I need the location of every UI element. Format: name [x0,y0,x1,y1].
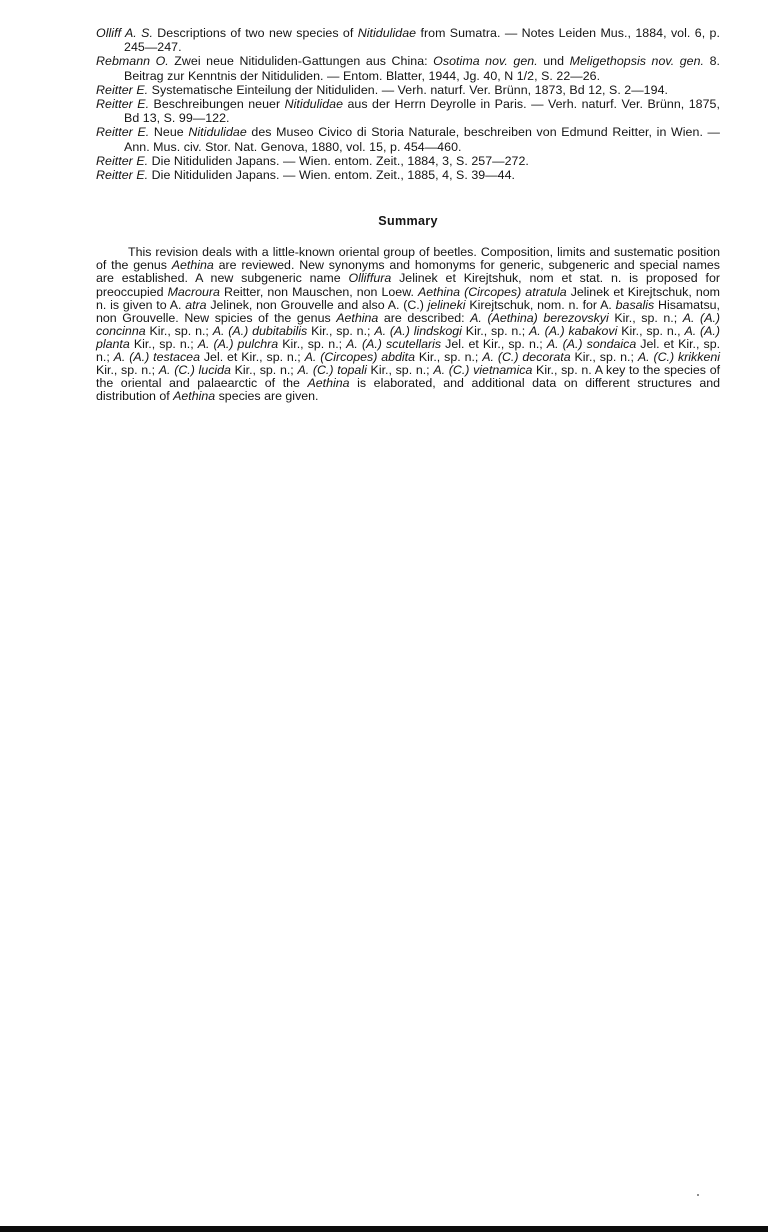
taxon-name: Olliffura [348,271,392,286]
reference-author: Reitter E. [96,153,149,168]
summary-text: Kir., sp. n.; [129,336,198,351]
taxon-name: atra [185,297,207,312]
reference-entry [96,125,720,153]
taxon-name: A. (A.) pulchra [197,336,279,351]
reference-author: Reitter E. [96,125,150,140]
summary-text: are reviewed. New synonyms and homonyms for generic, subgeneric and special names are established. A new subgeneric name [96,258,720,286]
summary-text: Kir., sp. n.; [415,349,483,364]
reference-entry [96,97,720,125]
scan-speck [697,1194,699,1196]
summary-text: This revision deals with a little-known oriental group of beetles. Composition, limits and sustematic position of the genus [96,245,720,273]
taxon-name: A. (A.) planta [96,323,720,351]
summary-text: Kir., sp. n.; [230,363,298,378]
reference-text: Neue [149,125,189,140]
taxon-name: A. (C.) topali [297,363,367,378]
reference-entry [96,168,720,182]
reference-author: Reitter E. [96,168,149,183]
taxon-name: A. (A.) dubitabilis [212,323,308,338]
summary-text: Kir., sp. n.; [96,363,159,378]
taxon-name: Aethina [307,376,350,391]
summary-text: Jel. et Kir., sp. n.; [199,349,305,364]
reference-entry [96,54,720,82]
taxon-name: A. (A.) concinna [96,310,721,338]
reference-italic-text: Nitidulidae [188,125,247,140]
taxon-name: A. (Aethina) berezovskyi [470,310,609,325]
reference-text: Die Nitiduliden Japans. — Wien. entom. Zeit., 1885, 4, S. 39—44. [148,168,516,183]
summary-text: Kir., sp. n.; [278,336,347,351]
summary-text: Jelinek et Kirejtshuk, nom et stat. n. is proposed for preoccupied [96,271,720,299]
summary-text: Jel. et Kir., sp. n.; [441,336,547,351]
page-content [96,26,720,416]
reference-italic-text: Nitidulidae [284,97,344,112]
reference-text: und [537,54,570,69]
summary-text: Kir., sp. n.; [570,349,638,364]
taxon-name: A. (A.) lindskogi [374,323,462,338]
taxon-name: Aethina (Circopes) atratula [417,284,567,299]
taxon-name: A. (C.) decorata [482,349,571,364]
summary-text: Hisamatsu, non Grouvelle. New spicies of the genus [96,297,720,325]
reference-italic-text: Osotima nov. gen. [433,54,538,69]
taxon-name: basalis [615,297,655,312]
reference-text: Systematische Einteilung der Nitiduliden. — Verh. naturf. Ver. Brünn, 1873, Bd 12, S. 2—194. [148,82,669,97]
scan-bottom-edge [0,1226,768,1232]
summary-text: Kir., sp. n.; [307,323,375,338]
taxon-name: A. (A.) scutellaris [346,336,442,351]
reference-author: Reitter E. [96,82,149,97]
summary-text: Kir., sp. n.; [366,363,434,378]
taxon-name: A. (C.) vietnamica [433,363,533,378]
reference-author: Reitter E. [96,97,150,112]
reference-text: des Museo Civico di Storia Naturale, beschreiben von Edmund Reitter, in Wien. — Ann. Mus. civ. Stor. Nat. Genova, 1880, vol. 15, p. 454—460. [124,125,720,154]
taxon-name: Macroura [167,284,220,299]
taxon-name: A. (A.) testacea [113,349,200,364]
summary-text: species are given. [215,389,319,404]
reference-entry [96,26,720,54]
summary-text: Kir., sp. n., [617,323,685,338]
summary-text: Kir., sp. n.; [461,323,530,338]
reference-author: Rebmann O. [96,54,169,69]
reference-entry [96,83,720,97]
taxon-name: Aethina [173,389,216,404]
reference-italic-text: Nitidulidae [357,26,417,40]
reference-text: Die Nitiduliden Japans. — Wien. entom. Zeit., 1884, 3, S. 257—272. [148,153,529,168]
reference-text: Beschreibungen neuer [149,97,285,112]
taxon-name: Aethina [336,310,379,325]
reference-text: from Sumatra. — Notes Leiden Mus., 1884, vol. 6, p. 245—247. [124,26,720,55]
taxon-name: Aethina [171,258,214,273]
taxon-name: A. (A.) sondaica [546,336,637,351]
taxon-name: jelineki [427,297,466,312]
summary-text: Kir., sp. n.; [145,323,213,338]
reference-text: 8. Beitrag zur Kenntnis der Nitiduliden. — Entom. Blatter, 1944, Jg. 40, N 1/2, S. 22—26. [124,54,721,83]
taxon-name: A. (C.) krikkeni [637,349,720,364]
taxon-name: A. (Circopes) abdita [304,349,416,364]
summary-text: is elaborated, and additional data on different structures and distribution of [96,376,721,404]
taxon-name: A. (A.) kabakovi [529,323,618,338]
taxon-name: A. (C.) lucida [158,363,231,378]
reference-entry [96,154,720,168]
summary-text: Jelinek et Kirejtschuk, nom n. is given to A. [96,284,720,312]
summary-text: Kir., sp. n.; [608,310,683,325]
reference-list [96,26,720,182]
reference-italic-text: Meligethopsis nov. gen. [569,54,705,69]
summary-text: Kir., sp. n. A key to the species of the oriental and palaearctic of the [96,363,721,391]
summary-text: Kirejtschuk, nom. n. for A. [465,297,616,312]
reference-text: Zwei neue Nitiduliden-Gattungen aus China: [168,54,434,69]
reference-author: Olliff A. S. [96,26,153,40]
summary-text: Reitter, non Mauschen, non Loew. [219,284,418,299]
reference-text: aus der Herrn Deyrolle in Paris. — Verh. naturf. Ver. Brünn, 1875, Bd 13, S. 99—122. [124,97,720,126]
summary-text: are described: [378,310,471,325]
summary-text: Jel. et Kir., sp. n.; [96,336,721,364]
summary-heading: Summary [378,214,438,229]
reference-text: Descriptions of two new species of [152,26,358,40]
summary-text: Jelinek, non Grouvelle and also A. (C.) [206,297,428,312]
summary-paragraph [96,246,720,403]
